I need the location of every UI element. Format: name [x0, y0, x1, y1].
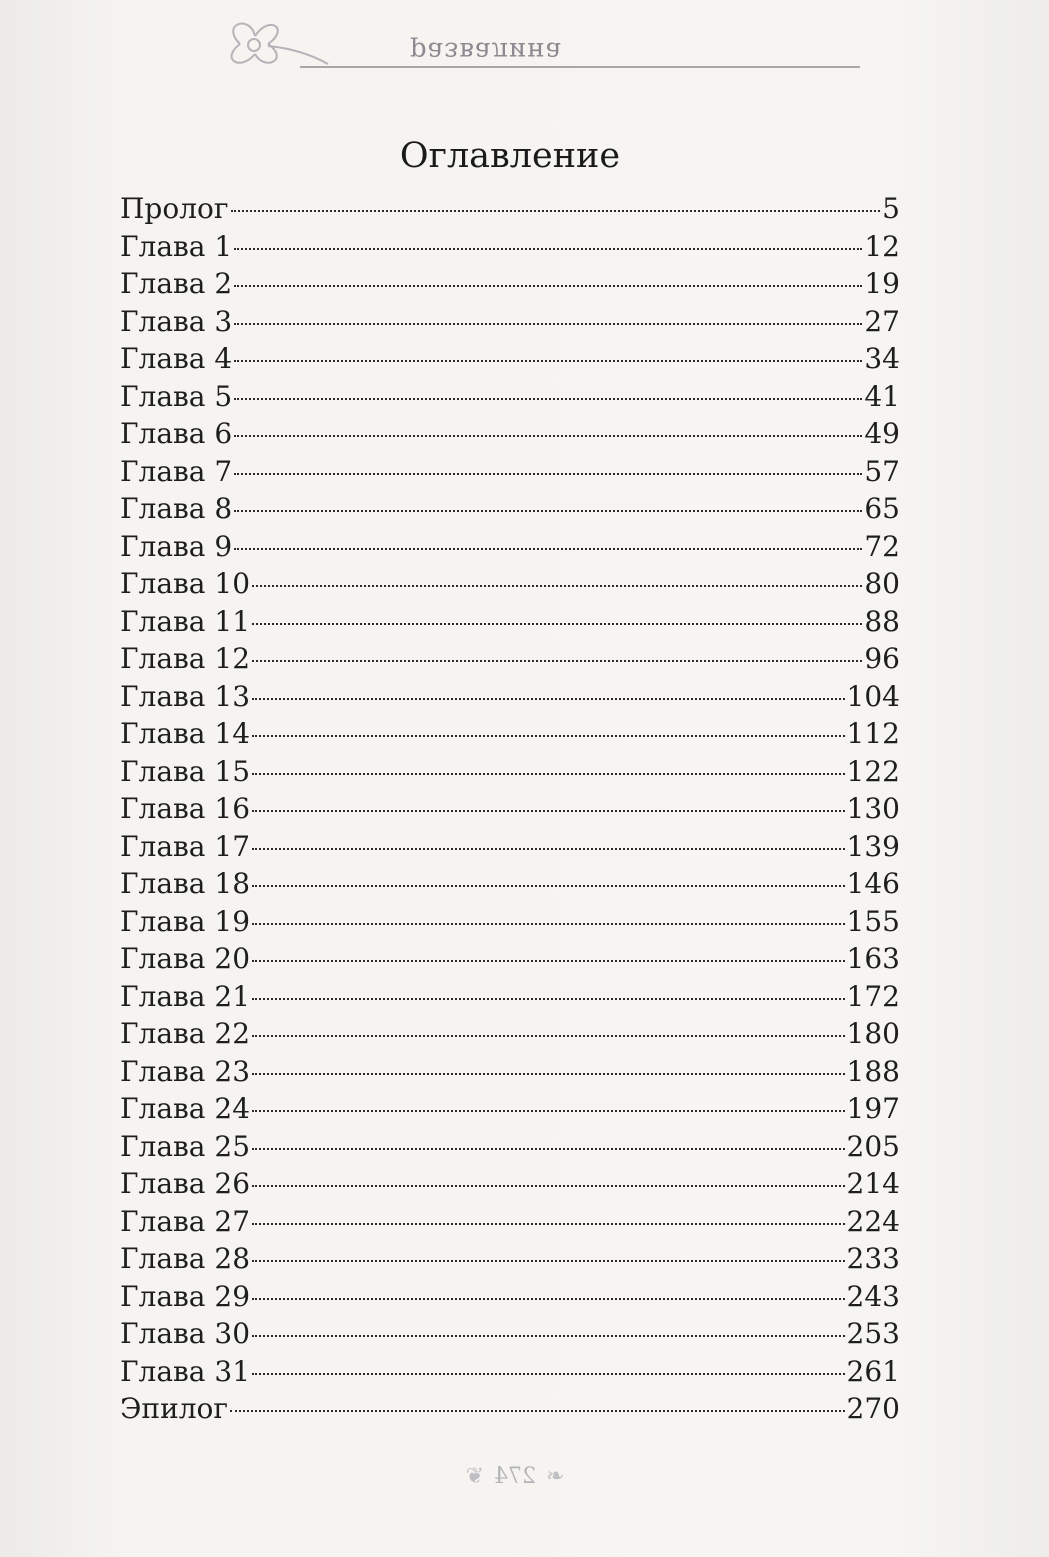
toc-entry — [120, 190, 900, 228]
toc-entry-page: 233 — [846, 1242, 900, 1275]
toc-entry — [120, 753, 900, 791]
dot-leader — [252, 1298, 845, 1300]
toc-entry-page: 205 — [846, 1129, 900, 1163]
toc-entry-page: 188 — [846, 1054, 900, 1088]
toc-entry-label: Глава 28 — [120, 1242, 251, 1275]
dot-leader — [230, 1410, 844, 1412]
toc-entry-page: 49 — [864, 417, 900, 450]
flower-ornament-icon — [210, 14, 330, 74]
toc-entry-label: Глава 11 — [120, 604, 251, 638]
toc-entry — [120, 790, 900, 828]
toc-entry-label: Глава 15 — [120, 754, 251, 788]
toc-entry — [120, 1015, 900, 1053]
toc-entry — [120, 415, 900, 453]
toc-entry-page: 72 — [864, 529, 900, 563]
toc-entry-page: 34 — [864, 342, 900, 375]
toc-entry — [120, 1390, 900, 1428]
toc-entry-label: Глава 29 — [120, 1279, 251, 1313]
toc-entry — [120, 1315, 900, 1353]
dot-leader — [252, 1335, 845, 1337]
toc-entry-page: 163 — [846, 942, 900, 975]
toc-entry-page: 172 — [846, 979, 900, 1013]
toc-entry — [120, 340, 900, 378]
toc-entry — [120, 1165, 900, 1203]
dot-leader — [234, 248, 862, 250]
toc-entry-label: Глава 5 — [120, 379, 233, 413]
dot-leader — [252, 585, 862, 587]
toc-entry — [120, 978, 900, 1016]
toc-entry-label: Пролог — [120, 192, 229, 225]
toc-entry-page: 224 — [846, 1204, 900, 1238]
toc-entry — [120, 378, 900, 416]
toc-entry-page: 243 — [846, 1279, 900, 1313]
toc-entry-page: 197 — [846, 1092, 900, 1125]
toc-entry-label: Глава 17 — [120, 829, 251, 863]
toc-entry-page: 41 — [864, 379, 900, 413]
toc-entry-page: 214 — [846, 1167, 900, 1200]
dot-leader — [234, 360, 862, 362]
toc-entry-label: Глава 21 — [120, 979, 251, 1013]
dot-leader — [252, 848, 845, 850]
toc-entry — [120, 1278, 900, 1316]
toc-entry — [120, 1090, 900, 1128]
toc-entry-page: 12 — [864, 229, 900, 263]
toc-entry — [120, 1203, 900, 1241]
dot-leader — [252, 1073, 845, 1075]
dot-leader — [252, 960, 845, 962]
dot-leader — [234, 323, 862, 325]
toc-entry-page: 88 — [864, 604, 900, 638]
dot-leader — [252, 1035, 845, 1037]
toc-entry — [120, 865, 900, 903]
toc-entry — [120, 715, 900, 753]
dot-leader — [234, 510, 862, 512]
toc-entry-page: 80 — [864, 567, 900, 600]
toc-entry-page: 261 — [846, 1354, 900, 1388]
running-head-text: развалина — [410, 36, 563, 66]
toc-list — [120, 190, 900, 1428]
running-head-rule — [300, 66, 860, 68]
toc-entry-page: 122 — [846, 754, 900, 788]
toc-entry — [120, 228, 900, 266]
toc-entry-label: Глава 22 — [120, 1017, 251, 1050]
toc-entry-label: Глава 27 — [120, 1204, 251, 1238]
toc-entry-page: 65 — [864, 492, 900, 525]
toc-entry-page: 57 — [864, 454, 900, 488]
toc-entry — [120, 1353, 900, 1391]
toc-entry-label: Глава 2 — [120, 267, 233, 300]
toc-entry-label: Глава 20 — [120, 942, 251, 975]
dot-leader — [252, 885, 845, 887]
dot-leader — [252, 1110, 845, 1112]
toc-entry-label: Глава 31 — [120, 1354, 251, 1388]
toc-entry-label: Глава 9 — [120, 529, 233, 563]
toc-entry-page: 253 — [846, 1317, 900, 1350]
dot-leader — [252, 773, 845, 775]
show-through-page-footer — [430, 1464, 600, 1494]
toc-entry-label: Глава 6 — [120, 417, 233, 450]
toc-entry-label: Глава 18 — [120, 867, 251, 900]
toc-entry — [120, 903, 900, 941]
show-through-running-head — [210, 14, 890, 74]
dot-leader — [252, 810, 845, 812]
dot-leader — [252, 660, 862, 662]
toc-entry-label: Глава 25 — [120, 1129, 251, 1163]
dot-leader — [252, 998, 845, 1000]
leaf-flourish-icon: ❧ — [546, 1464, 565, 1489]
toc-entry-label: Глава 30 — [120, 1317, 251, 1350]
dot-leader — [234, 473, 862, 475]
toc-entry — [120, 453, 900, 491]
toc-entry-page: 180 — [846, 1017, 900, 1050]
dot-leader — [234, 548, 862, 550]
dot-leader — [252, 923, 845, 925]
toc-entry-label: Глава 12 — [120, 642, 251, 675]
toc-entry-label: Глава 26 — [120, 1167, 251, 1200]
dot-leader — [252, 1148, 845, 1150]
leaf-flourish-icon: ❦ — [465, 1464, 484, 1489]
toc-entry-page: 112 — [846, 717, 900, 750]
toc-title: Оглавление — [399, 136, 621, 176]
toc-entry-page: 104 — [846, 679, 900, 713]
dot-leader — [234, 398, 862, 400]
toc-entry-page: 5 — [882, 192, 900, 225]
toc-entry-label: Глава 10 — [120, 567, 251, 600]
page-number: 274 — [494, 1464, 536, 1489]
dot-leader — [252, 1223, 845, 1225]
toc-entry — [120, 1053, 900, 1091]
dot-leader — [252, 735, 845, 737]
dot-leader — [234, 435, 862, 437]
toc-entry-label: Глава 1 — [120, 229, 233, 263]
toc-entry-page: 130 — [846, 792, 900, 825]
toc-entry — [120, 528, 900, 566]
dot-leader — [234, 285, 862, 287]
dot-leader — [252, 698, 845, 700]
toc-entry — [120, 940, 900, 978]
toc-entry-label: Глава 4 — [120, 342, 233, 375]
dot-leader — [252, 1260, 845, 1262]
toc-entry-label: Глава 3 — [120, 304, 233, 338]
toc-entry-label: Глава 24 — [120, 1092, 251, 1125]
dot-leader — [231, 210, 881, 212]
toc-entry-page: 27 — [864, 304, 900, 338]
toc-entry-page: 139 — [846, 829, 900, 863]
toc-entry — [120, 490, 900, 528]
toc-entry-label: Глава 16 — [120, 792, 251, 825]
toc-entry — [120, 1128, 900, 1166]
toc-entry — [120, 303, 900, 341]
toc-entry-label: Глава 19 — [120, 904, 251, 938]
toc-entry-page: 270 — [846, 1392, 900, 1425]
toc-entry — [120, 828, 900, 866]
toc-entry — [120, 265, 900, 303]
toc-entry-label: Глава 8 — [120, 492, 233, 525]
dot-leader — [252, 1373, 845, 1375]
toc-entry-label: Глава 14 — [120, 717, 251, 750]
toc-entry-page: 96 — [864, 642, 900, 675]
toc-entry-label: Глава 7 — [120, 454, 233, 488]
toc-entry-label: Глава 13 — [120, 679, 251, 713]
dot-leader — [252, 623, 862, 625]
toc-entry — [120, 1240, 900, 1278]
dot-leader — [252, 1185, 845, 1187]
toc-entry-page: 155 — [846, 904, 900, 938]
toc-entry-label: Глава 23 — [120, 1054, 251, 1088]
toc-entry — [120, 565, 900, 603]
toc-entry — [120, 603, 900, 641]
toc-entry-page: 19 — [864, 267, 900, 300]
toc-entry — [120, 678, 900, 716]
toc-entry-page: 146 — [846, 867, 900, 900]
toc-entry-label: Эпилог — [120, 1392, 229, 1425]
toc-entry — [120, 640, 900, 678]
